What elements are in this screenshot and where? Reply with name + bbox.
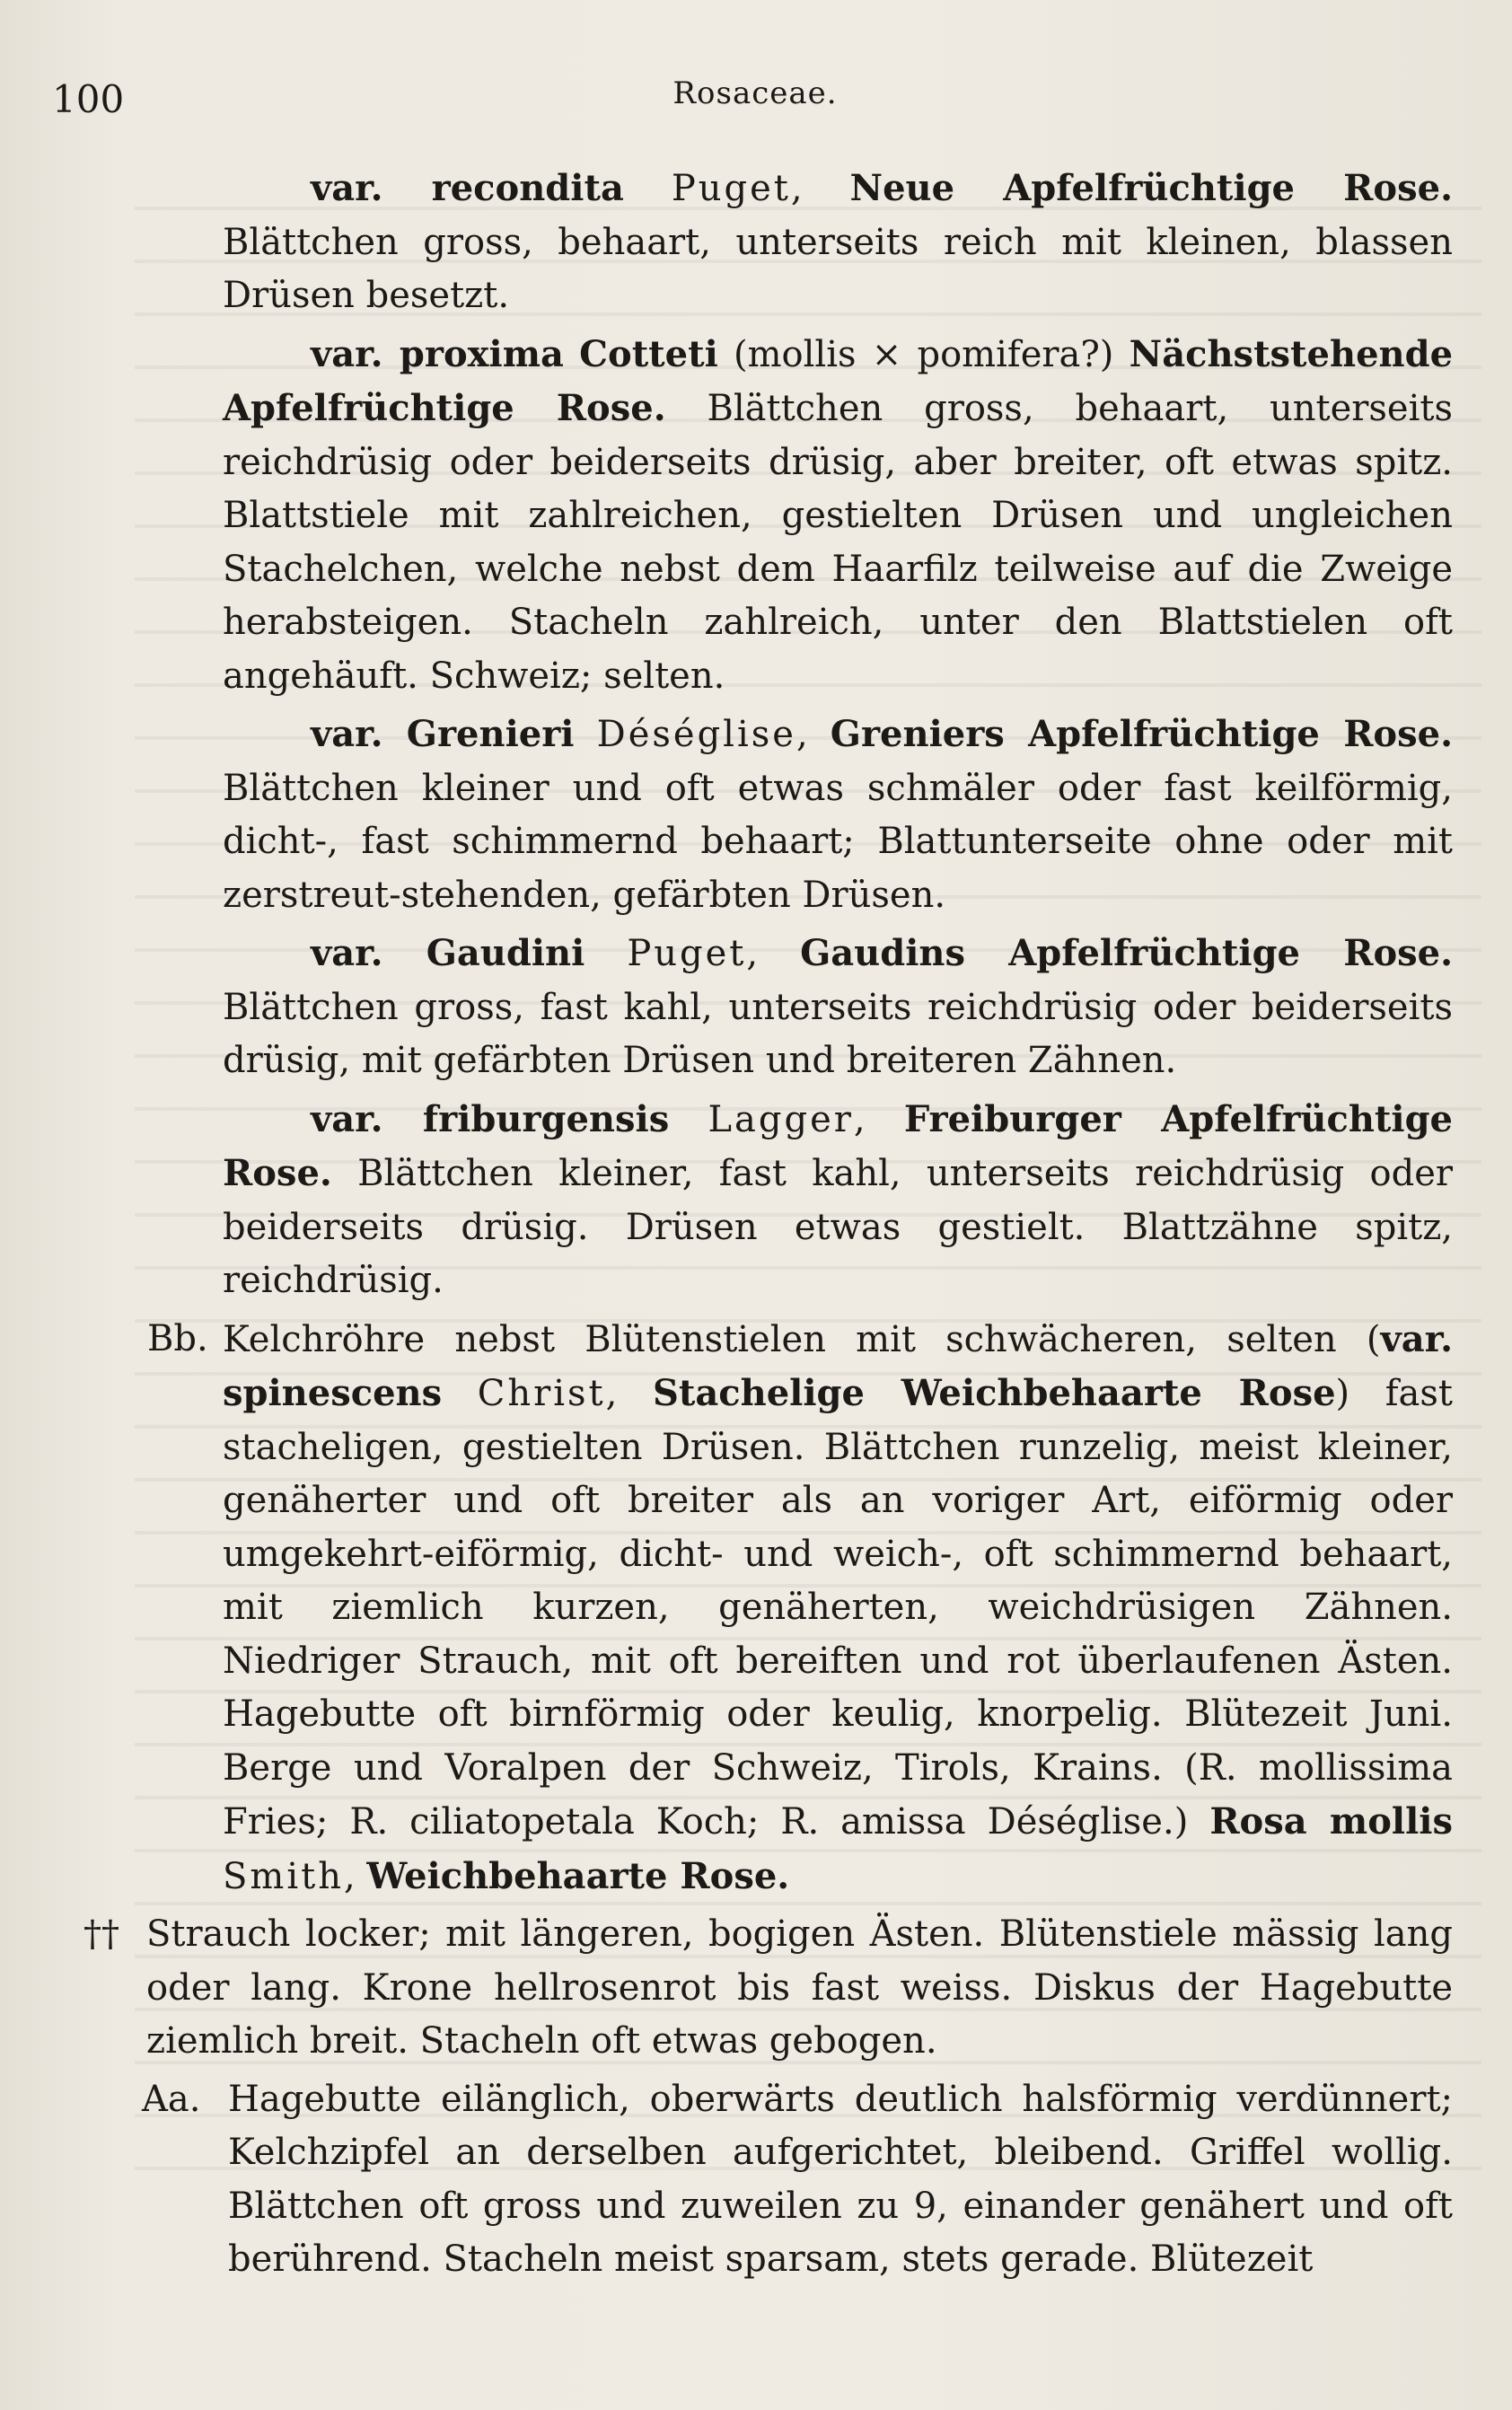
- author-name: Smith: [223, 1855, 344, 1897]
- bold-term: Weichbehaarte Rose.: [366, 1854, 790, 1897]
- text-run: [575, 714, 597, 755]
- bold-term: Rosa mollis: [1209, 1800, 1453, 1843]
- paragraph: [147, 1313, 1454, 1904]
- page-number: 100: [52, 77, 125, 121]
- text-run: Blättchen gross, behaart, unterseits reichdrüsig oder beiderseits drüsig, aber breiter, oft etwas spitz. Blattstiele mit zahlreichen, gestielten Drüsen und ungleichen Stachelchen, welche nebst dem Haarfilz teilweise auf die Zweige herabsteigen. Stacheln zahlreich, unter den Blattstielen oft angehäuft. Schweiz; selten.: [223, 388, 1453, 697]
- text-run: [585, 933, 627, 974]
- key-marker: Bb.: [147, 1317, 208, 1359]
- bold-term: Neue Apfelfrüchtige Rose.: [849, 167, 1453, 209]
- bold-term: var. Grenieri: [311, 713, 575, 755]
- bold-term: Stachelige Weichbehaarte Rose: [652, 1372, 1336, 1414]
- bold-term: Gaudins Apfelfrüchtige Rose.: [800, 932, 1454, 974]
- text-run: Hagebutte eilänglich, oberwärts deutlich halsförmig verdünnert; Kelchzipfel an derselben aufgerichtet, bleibend. Griffel wollig. Blättchen oft gross und zuweilen zu 9, einander genähert und oft berührend. Stacheln meist sparsam, stets gerade. Blütezeit: [228, 2078, 1453, 2280]
- text-run: Kelchröhre nebst Blütenstielen mit schwächeren, selten (: [223, 1318, 1381, 1360]
- paragraph: [142, 2073, 1453, 2287]
- text-run: Blättchen gross, fast kahl, unterseits reichdrüsig oder beiderseits drüsig, mit gefärbten Drüsen und breiteren Zähnen.: [223, 986, 1453, 1081]
- page-header: [52, 72, 1458, 126]
- paragraph: [223, 328, 1453, 704]
- bold-term: Freiburger Apfelfrüchtige Rose.: [223, 1097, 1454, 1194]
- text-run: ,: [790, 168, 850, 209]
- text-run: Blättchen gross, behaart, unterseits reich mit kleinen, blassen Drüsen besetzt.: [223, 221, 1453, 316]
- bold-term: Nächststehende Apfelfrüchtige Rose.: [223, 332, 1454, 429]
- text-run: ,: [605, 1373, 653, 1414]
- text-run: Blättchen kleiner und oft etwas schmäler oder fast keilförmig, dicht-, fast schimmernd behaart; Blattunterseite ohne oder mit zerstreut-stehenden, gefärbten Drüsen.: [223, 767, 1453, 916]
- text-run: Strauch locker; mit längeren, bogigen Ästen. Blütenstiele mässig lang oder lang. Krone hellrosenrot bis fast weiss. Diskus der Hagebutte ziemlich breit. Stacheln oft etwas gebogen.: [146, 1913, 1453, 2062]
- author-name: Christ: [477, 1373, 606, 1414]
- text-run: ,: [796, 714, 831, 755]
- bold-term: Greniers Apfelfrüchtige Rose.: [830, 713, 1454, 755]
- author-name: Puget: [671, 168, 791, 209]
- text-run: Blättchen kleiner, fast kahl, unterseits reichdrüsig oder beiderseits drüsig. Drüsen etwas gestielt. Blattzähne spitz, reichdrüsig.: [223, 1153, 1453, 1301]
- text-run: [669, 1099, 708, 1140]
- paragraph: [223, 708, 1453, 922]
- text-run: [442, 1373, 478, 1414]
- key-marker: Aa.: [142, 2078, 201, 2120]
- paragraph: [84, 1908, 1453, 2069]
- bold-term: Cotteti: [579, 332, 718, 375]
- text-run: [624, 168, 672, 209]
- paragraph: [223, 162, 1453, 323]
- bold-term: var. recondita: [311, 167, 624, 209]
- bold-term: var. friburgensis: [311, 1097, 670, 1140]
- paragraph: [223, 927, 1453, 1088]
- text-run: (mollis × pomifera?): [717, 333, 1130, 375]
- bold-term: var. proxima: [311, 332, 564, 375]
- author-name: Déséglise: [596, 714, 796, 755]
- body-text: [84, 162, 1454, 2291]
- text-run: ,: [343, 1855, 367, 1897]
- paragraph: [223, 1093, 1453, 1308]
- key-marker: ††: [84, 1913, 119, 1955]
- author-name: Lagger: [708, 1098, 854, 1140]
- bold-term: var. spinescens: [223, 1317, 1453, 1414]
- bold-term: var. Gaudini: [311, 932, 585, 974]
- author-name: Puget: [627, 933, 747, 974]
- text-run: ) fast stacheligen, gestielten Drüsen. Blättchen runzelig, meist kleiner, genäherter und oft breiter als an voriger Art, eiförmig oder umgekehrt-eiförmig, dicht- und weich-, oft schimmernd behaart, mit ziemlich kurzen, genäherten, weichdrüsigen Zähnen. Niedriger Strauch, mit oft bereiften und rot überlaufenen Ästen. Hagebutte oft birnförmig oder keulig, knorpelig. Blütezeit Juni. Berge und Voralpen der Schweiz, Tirols, Krains. (R. mollissima Fries; R. ciliatopetala Koch; R. amissa Déséglise.): [223, 1373, 1454, 1843]
- text-run: ,: [746, 933, 801, 974]
- running-head: Rosaceae.: [672, 75, 838, 111]
- text-run: ,: [853, 1098, 904, 1140]
- text-run: [564, 334, 579, 375]
